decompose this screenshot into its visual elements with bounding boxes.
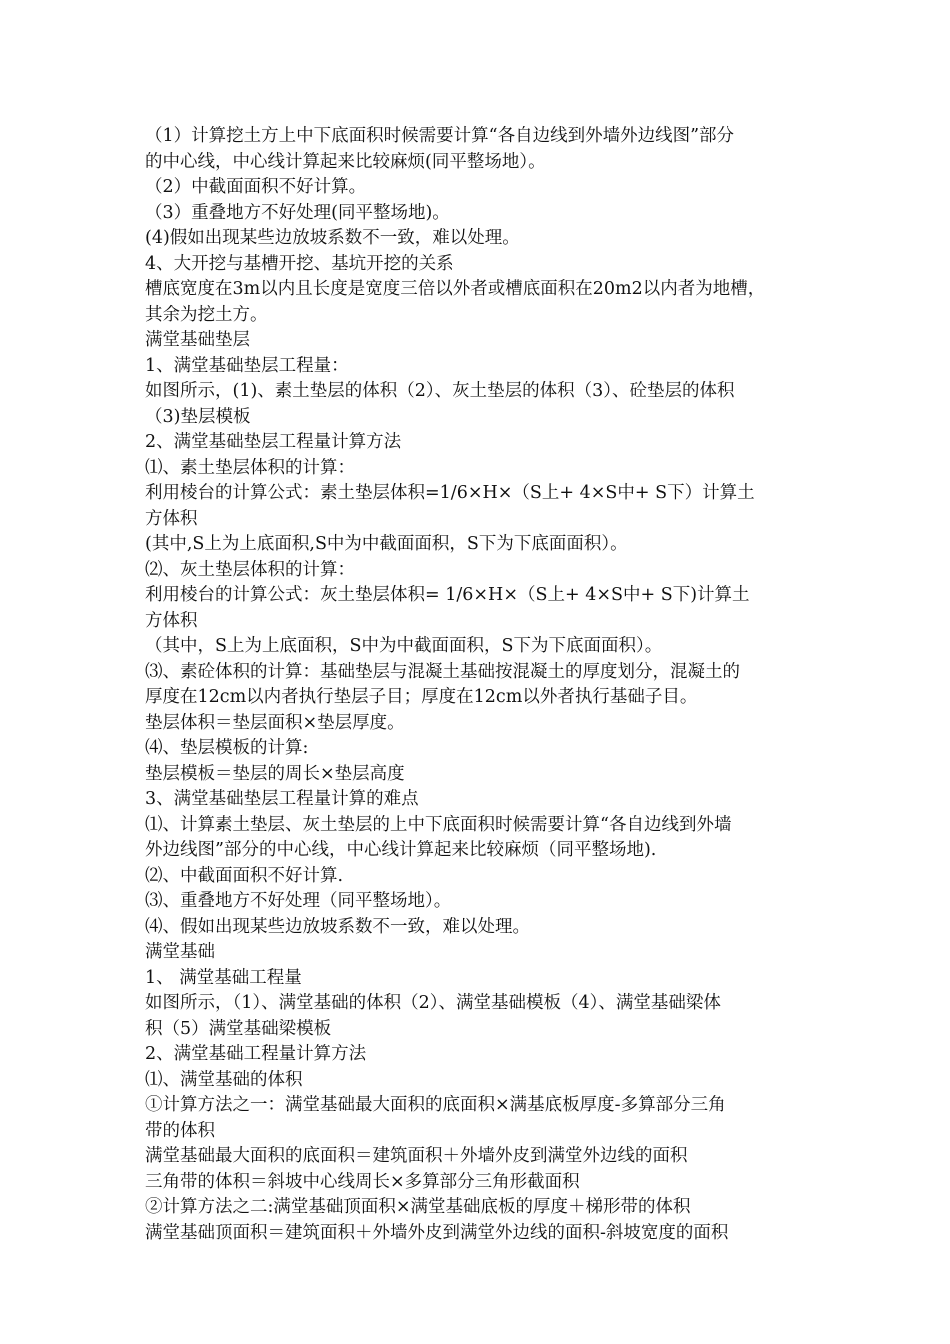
text-line: 如图所示，(1)、素土垫层的体积（2）、灰土垫层的体积（3）、砼垫层的体积: [145, 381, 735, 401]
text-line: ⑴、满堂基础的体积: [145, 1069, 303, 1090]
text-line: 带的体积: [145, 1120, 215, 1141]
text-line: 2、满堂基础工程量计算方法: [145, 1044, 367, 1064]
text-line: 1、 满堂基础工程量: [145, 967, 302, 988]
text-line: （2）中截面面积不好计算。: [145, 177, 367, 197]
document-body: [145, 124, 810, 1246]
text-line: 满堂基础: [145, 942, 215, 962]
text-line: ⑶、素砼体积的计算：基础垫层与混凝土基础按混凝土的厚度划分，混凝土的: [145, 661, 740, 682]
text-line: ⑴、素土垫层体积的计算：: [145, 457, 355, 478]
text-line: ⑶、重叠地方不好处理（同平整场地）。: [145, 891, 452, 911]
text-line: (其中,S上为上底面积,S中为中截面面积，S下为下底面面积）。: [145, 534, 628, 554]
text-line: 1、满堂基础垫层工程量：: [145, 355, 349, 376]
text-line: 2、满堂基础垫层工程量计算方法: [145, 432, 402, 452]
text-line: ⑴、计算素土垫层、灰土垫层的上中下底面积时候需要计算“各自边线到外墙: [145, 814, 732, 835]
text-line: 方体积: [145, 610, 198, 631]
text-line: 外边线图”部分的中心线，中心线计算起来比较麻烦（同平整场地).: [145, 840, 657, 860]
text-line: （3)垫层模板: [145, 406, 251, 427]
text-line: ⑵、灰土垫层体积的计算：: [145, 559, 355, 580]
text-line: 垫层模板＝垫层的周长×垫层高度: [145, 763, 405, 784]
text-line: 利用棱台的计算公式：素土垫层体积=1/6×H×（S上+ 4×S中+ S下）计算土: [145, 483, 755, 503]
text-line: 的中心线，中心线计算起来比较麻烦(同平整场地）。: [145, 151, 546, 172]
text-line: ⑷、垫层模板的计算:: [145, 738, 309, 758]
text-line: 满堂基础垫层: [145, 330, 250, 350]
text-line: 4、大开挖与基槽开挖、基坑开挖的关系: [145, 253, 454, 274]
text-line: 厚度在12cm以内者执行垫层子目；厚度在12cm以外者执行基础子目。: [145, 687, 698, 707]
text-line: 满堂基础最大面积的底面积＝建筑面积＋外墙外皮到满堂外边线的面积: [145, 1146, 688, 1166]
text-line: 满堂基础顶面积＝建筑面积＋外墙外皮到满堂外边线的面积-斜坡宽度的面积: [145, 1222, 729, 1243]
text-line: (4)假如出现某些边放坡系数不一致，难以处理。: [145, 228, 520, 248]
text-line: ⑷、假如出现某些边放坡系数不一致，难以处理。: [145, 916, 530, 937]
text-line: ②计算方法之二:满堂基础顶面积×满堂基础底板的厚度＋梯形带的体积: [145, 1197, 691, 1217]
text-line: ①计算方法之一：满堂基础最大面积的底面积×满基底板厚度-多算部分三角: [145, 1095, 726, 1115]
text-line: 3、满堂基础垫层工程量计算的难点: [145, 789, 419, 809]
text-line: ⑵、中截面面积不好计算.: [145, 865, 344, 886]
text-line: （3）重叠地方不好处理(同平整场地)。: [145, 202, 450, 223]
text-line: 方体积: [145, 508, 198, 529]
text-line: 如图所示，（1）、满堂基础的体积（2）、满堂基础模板（4）、满堂基础梁体: [145, 993, 721, 1013]
text-line: （其中，S上为上底面积，S中为中截面面积，S下为下底面面积）。: [145, 636, 663, 656]
text-line: （1）计算挖土方上中下底面积时候需要计算“各自边线到外墙外边线图”部分: [145, 126, 735, 146]
text-line: 垫层体积＝垫层面积×垫层厚度。: [145, 712, 405, 733]
text-line: 积（5）满堂基础梁模板: [145, 1018, 332, 1039]
text-line: 利用棱台的计算公式：灰土垫层体积= 1/6×H×（S上+ 4×S中+ S下)计算土: [145, 585, 750, 605]
text-line: 其余为挖土方。: [145, 304, 268, 325]
text-line: 三角带的体积＝斜坡中心线周长×多算部分三角形截面积: [145, 1171, 580, 1192]
text-line: 槽底宽度在3m以内且长度是宽度三倍以外者或槽底面积在20m2以内者为地槽，: [145, 279, 766, 299]
